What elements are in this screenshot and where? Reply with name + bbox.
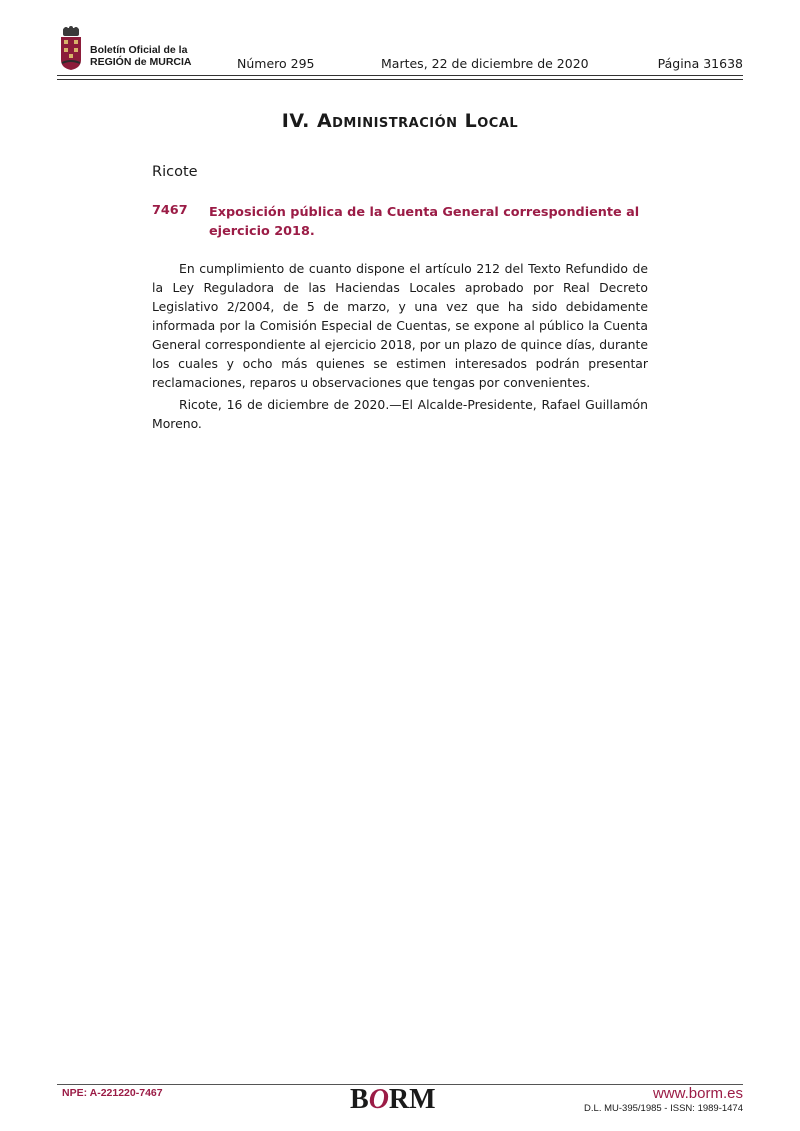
logo-letter-b: B <box>350 1084 369 1115</box>
npe-code: NPE: A-221220-7467 <box>62 1087 163 1099</box>
page-header <box>57 26 743 78</box>
website-link[interactable]: www.borm.es <box>652 1085 743 1102</box>
legal-deposit: D.L. MU-395/1985 - ISSN: 1989-1474 <box>584 1103 743 1114</box>
issue-number: Número 295 <box>237 56 315 71</box>
section-title: IV. Administración Local <box>281 110 519 132</box>
entity-name: Ricote <box>152 164 198 180</box>
coat-of-arms-icon <box>59 26 83 70</box>
issue-date: Martes, 22 de diciembre de 2020 <box>381 56 589 71</box>
announcement-body <box>152 259 648 436</box>
publication-name-line2: REGIÓN de MURCIA <box>90 56 192 68</box>
publication-name-line1: Boletín Oficial de la <box>90 44 188 56</box>
logo-letters-rm: RM <box>388 1084 436 1115</box>
page-number: Página 31638 <box>657 56 743 71</box>
signature-paragraph: Ricote, 16 de diciembre de 2020.—El Alcalde-Presidente, Rafael Guillamón Moreno. <box>152 397 648 431</box>
logo-letter-o: O <box>368 1084 389 1115</box>
publication-name <box>90 44 192 68</box>
header-rule-bottom <box>57 79 743 80</box>
announcement-number: 7467 <box>152 203 188 218</box>
announcement-title: Exposición pública de la Cuenta General correspondiente al ejercicio 2018. <box>209 205 640 239</box>
body-paragraph: En cumplimiento de cuanto dispone el artículo 212 del Texto Refundido de la Ley Reguladora de las Haciendas Locales aprobado por Real Decreto Legislativo 2/2004, de 5 de marzo, y una vez que ha sido debidamente informada por la Comisión Especial de Cuentas, se expone al público la Cuenta General correspondiente al ejercicio 2018, por un plazo de quince días, durante los cuales y ocho más quienes se estimen interesados podrán presentar reclamaciones, reparos u observaciones que tengas por convenientes. <box>152 261 648 390</box>
header-rule-top <box>57 75 743 76</box>
borm-logo <box>350 1085 436 1115</box>
